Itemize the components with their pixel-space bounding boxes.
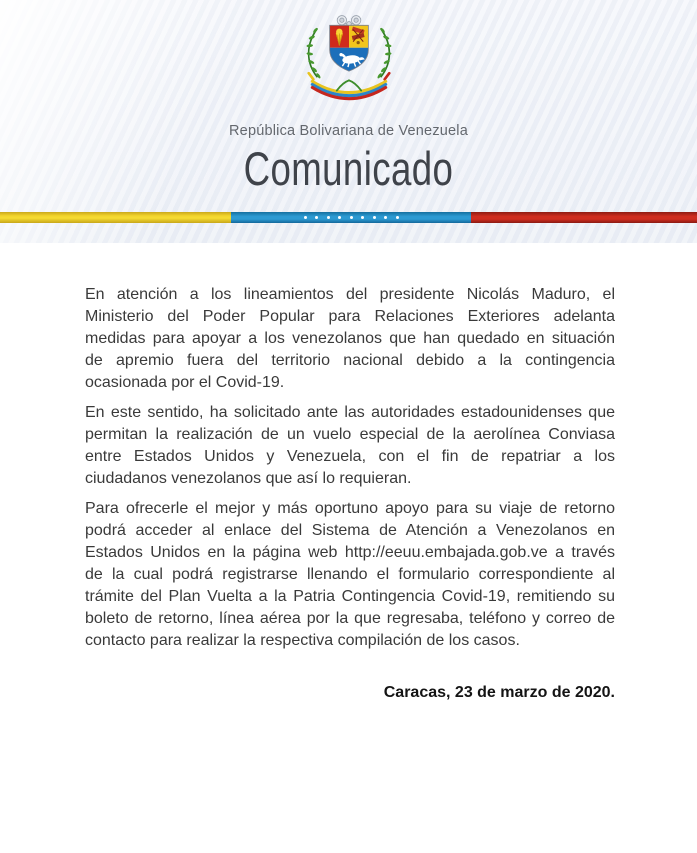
text-line: de la cual podrá registrarse llenando el formulario correspondiente al	[85, 566, 615, 583]
star-icon	[304, 216, 307, 219]
body-text	[85, 284, 615, 704]
text-line: En este sentido, ha solicitado ante las autoridades estadounidenses que	[85, 404, 615, 421]
text-line: entre Estados Unidos y Venezuela, con el fin de repatriar a los	[85, 448, 615, 465]
star-icon	[315, 216, 318, 219]
text-line: Estados Unidos en la página web http://eeuu.embajada.gob.ve a través	[85, 544, 615, 561]
paragraph	[85, 498, 615, 652]
flag-stripe-blue	[231, 212, 471, 223]
country-name: República Bolivariana de Venezuela	[229, 123, 468, 139]
flag-stripe	[0, 212, 697, 223]
page-title	[0, 140, 697, 198]
text-line: ocasionada por el Covid-19.	[85, 374, 285, 391]
text-line: permitan la realización de un vuelo especial de la aerolínea Conviasa	[85, 426, 615, 443]
flag-stars	[231, 212, 471, 223]
date-line: Caracas, 23 de marzo de 2020.	[383, 684, 615, 701]
star-icon	[396, 216, 399, 219]
laurel-branch	[306, 27, 321, 79]
paragraph	[85, 284, 615, 394]
paragraphs	[85, 284, 615, 652]
flag-stripe-yellow	[0, 212, 231, 223]
tricolor-ribbon	[308, 73, 389, 98]
cornucopias	[337, 16, 361, 27]
coat-of-arms-svg	[296, 13, 402, 110]
text-line: medidas para apoyar a los venezolanos que han quedado en situación	[85, 330, 615, 347]
star-icon	[373, 216, 376, 219]
text-line: Ministerio del Poder Popular para Relaciones Exteriores adelanta	[85, 308, 615, 325]
star-icon	[327, 216, 330, 219]
text-line: trámite del Plan Vuelta a la Patria Contingencia Covid-19, remitiendo su	[85, 588, 615, 605]
star-icon	[338, 216, 341, 219]
paragraph	[85, 402, 615, 490]
header	[0, 0, 697, 243]
flag-stripe-red	[471, 212, 697, 223]
venezuela-coat-of-arms-icon	[0, 13, 697, 110]
text-line: boleto de retorno, línea aérea por la que regresaba, teléfono y correo de	[85, 610, 615, 627]
palm-branch	[376, 27, 391, 79]
text-line: ciudadanos venezolanos que así lo requieran.	[85, 470, 412, 487]
text-line: En atención a los lineamientos del presidente Nicolás Maduro, el	[85, 286, 615, 303]
text-line: de apremio fuera del territorio nacional debido a la contingencia	[85, 352, 615, 369]
text-line: contacto para realizar la respectiva compilación de los casos.	[85, 632, 520, 649]
star-icon	[350, 216, 353, 219]
page-title-text: Comunicado	[243, 142, 454, 195]
star-icon	[384, 216, 387, 219]
text-line: Para ofrecerle el mejor y más oportuno apoyo para su viaje de retorno	[85, 500, 615, 517]
star-icon	[361, 216, 364, 219]
text-line: podrá acceder al enlace del Sistema de Atención a Venezolanos en	[85, 522, 615, 539]
